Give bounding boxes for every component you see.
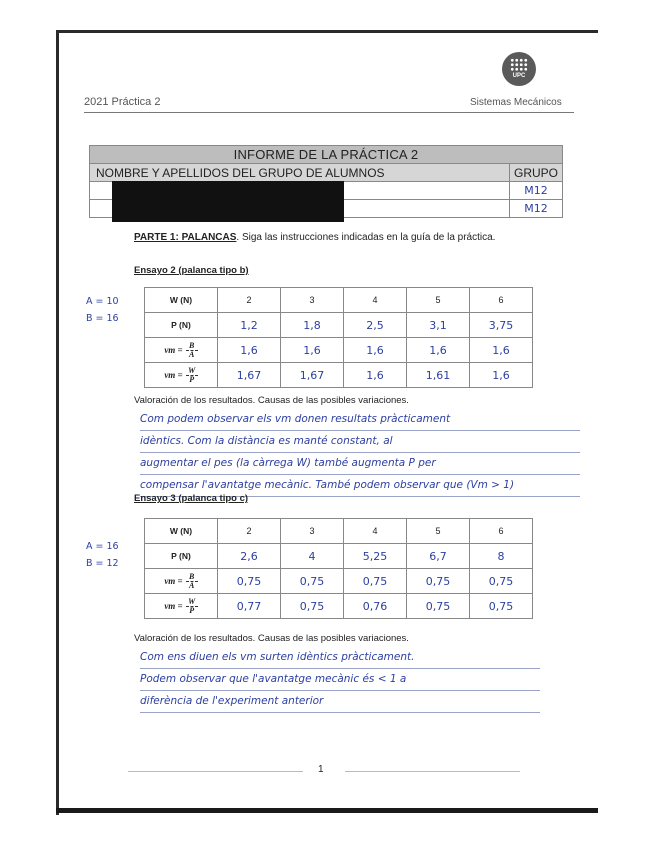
w-cell: 2 xyxy=(218,288,281,313)
comment-line: compensar l'avantatge mecànic. També podem observar que (Vm > 1) xyxy=(140,475,580,497)
table-row xyxy=(145,313,533,338)
header-right: Sistemas Mecánicos xyxy=(470,97,562,108)
p-cell: 2,5 xyxy=(344,313,407,338)
footer-rule-right xyxy=(345,771,520,772)
comment-line: idèntics. Com la distància es manté constant, al xyxy=(140,431,580,453)
w-cell: 4 xyxy=(344,519,407,544)
comment-line: augmentar el pes (la càrrega W) també augmenta P per xyxy=(140,453,580,475)
w-cell: 5 xyxy=(407,519,470,544)
w-cell: 4 xyxy=(344,288,407,313)
page-number: 1 xyxy=(318,764,324,775)
comment-line: Com ens diuen els vm surten idèntics pràcticament. xyxy=(140,647,540,669)
w-cell: 5 xyxy=(407,288,470,313)
comment-line: Podem observar que l'avantatge mecànic és < 1 a xyxy=(140,669,540,691)
p-cell: 4 xyxy=(281,544,344,569)
part1-instructions: . Siga las instrucciones indicadas en la guía de la práctica. xyxy=(236,232,496,243)
comment-line: Com podem observar els vm donen resultats pràcticament xyxy=(140,409,580,431)
vm-ba-cell: 0,75 xyxy=(470,569,533,594)
w-cell: 2 xyxy=(218,519,281,544)
ensayo3-table xyxy=(144,518,533,619)
vm-ba-cell: 1,6 xyxy=(218,338,281,363)
p-cell: 8 xyxy=(470,544,533,569)
p-cell: 5,25 xyxy=(344,544,407,569)
vm-wp-cell: 1,67 xyxy=(218,363,281,388)
vm-ba-cell: 0,75 xyxy=(218,569,281,594)
scan-edge-bottom xyxy=(56,808,598,813)
vm-wp-cell: 0,77 xyxy=(218,594,281,619)
ensayo3-note-b: B = 12 xyxy=(86,558,119,569)
w-cell: 6 xyxy=(470,519,533,544)
ensayo2-note-a: A = 10 xyxy=(86,296,119,307)
vm-wp-cell: 0,75 xyxy=(281,594,344,619)
ensayo2-title: Ensayo 2 (palanca tipo b) xyxy=(134,265,249,276)
table-row xyxy=(145,594,533,619)
vm-ba-cell: 0,75 xyxy=(344,569,407,594)
vm-wp-cell: 1,6 xyxy=(470,363,533,388)
table-row xyxy=(145,363,533,388)
w-label: W (N) xyxy=(145,288,218,313)
vm-ba-cell: 0,75 xyxy=(281,569,344,594)
vm-wp-cell: 0,75 xyxy=(470,594,533,619)
w-cell: 3 xyxy=(281,519,344,544)
vm-wp-cell: 0,75 xyxy=(407,594,470,619)
part1-label: PARTE 1: PALANCAS xyxy=(134,232,237,243)
group-value-1: M12 xyxy=(510,182,563,200)
p-cell: 1,2 xyxy=(218,313,281,338)
ensayo2-note-b: B = 16 xyxy=(86,313,119,324)
table-row xyxy=(145,544,533,569)
informe-title: INFORME DE LA PRÁCTICA 2 xyxy=(90,146,563,164)
w-cell: 6 xyxy=(470,288,533,313)
vm-ba-cell: 1,6 xyxy=(344,338,407,363)
ensayo2-side-notes xyxy=(86,293,119,327)
vm-ba-cell: 1,6 xyxy=(281,338,344,363)
p-cell: 3,75 xyxy=(470,313,533,338)
ensayo3-note-a: A = 16 xyxy=(86,541,119,552)
table-row xyxy=(145,288,533,313)
vm-ba-cell: 1,6 xyxy=(407,338,470,363)
part1-heading xyxy=(134,232,495,243)
redacted-names xyxy=(112,181,344,222)
upc-logo-icon xyxy=(502,52,536,86)
vm-ba-label: vm = B A xyxy=(145,338,218,363)
vm-wp-cell: 1,61 xyxy=(407,363,470,388)
p-cell: 1,8 xyxy=(281,313,344,338)
names-header: NOMBRE Y APELLIDOS DEL GRUPO DE ALUMNOS xyxy=(90,164,510,182)
vm-wp-label: vm = W P xyxy=(145,363,218,388)
p-cell: 6,7 xyxy=(407,544,470,569)
p-cell: 3,1 xyxy=(407,313,470,338)
w-label: W (N) xyxy=(145,519,218,544)
ensayo3-comments xyxy=(140,647,540,713)
header-divider xyxy=(84,112,574,113)
comment-line: diferència de l'experiment anterior xyxy=(140,691,540,713)
vm-wp-cell: 0,76 xyxy=(344,594,407,619)
scan-edge-top xyxy=(56,30,598,33)
group-header: GRUPO xyxy=(510,164,563,182)
vm-ba-cell: 1,6 xyxy=(470,338,533,363)
header-left: 2021 Práctica 2 xyxy=(84,96,161,108)
ensayo2-valoracion-title: Valoración de los resultados. Causas de las posibles variaciones. xyxy=(134,395,409,406)
p-label: P (N) xyxy=(145,544,218,569)
ensayo3-valoracion-title: Valoración de los resultados. Causas de las posibles variaciones. xyxy=(134,633,409,644)
p-label: P (N) xyxy=(145,313,218,338)
ensayo3-side-notes xyxy=(86,538,119,572)
ensayo2-table xyxy=(144,287,533,388)
vm-ba-cell: 0,75 xyxy=(407,569,470,594)
table-row xyxy=(145,338,533,363)
vm-ba-label: vm = B A xyxy=(145,569,218,594)
scan-edge-left xyxy=(56,30,59,815)
vm-wp-cell: 1,6 xyxy=(344,363,407,388)
w-cell: 3 xyxy=(281,288,344,313)
vm-wp-cell: 1,67 xyxy=(281,363,344,388)
ensayo2-comments xyxy=(140,409,580,497)
p-cell: 2,6 xyxy=(218,544,281,569)
logo-text: UPC xyxy=(512,73,526,79)
vm-wp-label: vm = W P xyxy=(145,594,218,619)
ensayo3-title: Ensayo 3 (palanca tipo c) xyxy=(134,493,249,504)
table-row xyxy=(145,569,533,594)
table-row xyxy=(145,519,533,544)
footer-rule-left xyxy=(128,771,303,772)
group-value-2: M12 xyxy=(510,200,563,218)
logo-dots xyxy=(510,58,528,72)
